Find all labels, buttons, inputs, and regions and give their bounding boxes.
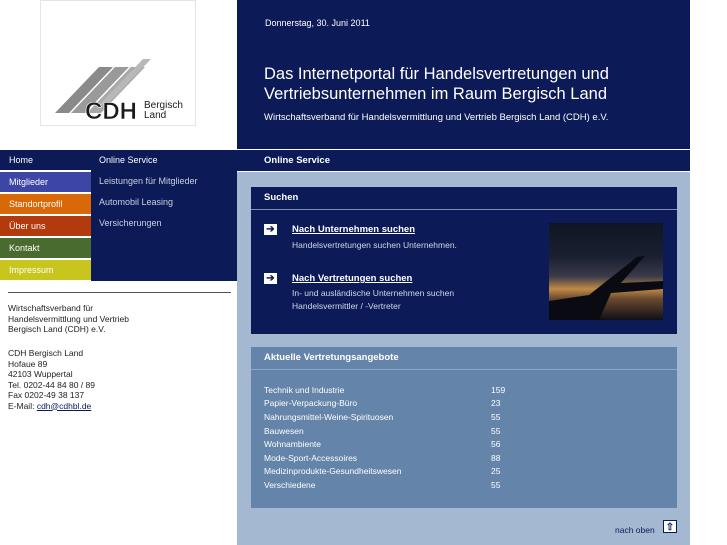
- airplane-wing-sunset-photo: [549, 223, 663, 320]
- contact-line-5: Fax 0202-49 38 137: [8, 390, 85, 400]
- offer-count: 23: [491, 398, 501, 408]
- arrow-up-icon[interactable]: ⇧: [663, 520, 677, 533]
- logo-name: CDH: [85, 98, 137, 125]
- back-to-top-link[interactable]: nach oben: [615, 525, 655, 535]
- offers-title: Aktuelle Vertretungsangebote: [264, 352, 399, 363]
- headline-line-1: Das Internetportal für Handelsvertretungen und: [264, 65, 609, 83]
- email-line: [8, 401, 95, 412]
- offer-count: 159: [491, 385, 506, 395]
- current-date: Donnerstag, 30. Juni 2011: [265, 18, 370, 28]
- offer-label[interactable]: Medizinprodukte-Gesundheitswesen: [264, 466, 402, 476]
- subnav-item-versicherungen[interactable]: Versicherungen: [99, 218, 162, 228]
- logo-region-1: Bergisch: [144, 100, 183, 111]
- offer-label[interactable]: Nahrungsmittel-Weine-Spirituosen: [264, 412, 394, 422]
- email-link[interactable]: cdh@cdhbl.de: [36, 400, 92, 411]
- offer-count: 55: [491, 480, 501, 490]
- offer-count: 56: [491, 439, 501, 449]
- subnav-title[interactable]: Online Service: [99, 155, 158, 165]
- nav-item-home[interactable]: Home: [0, 150, 91, 170]
- contact-line-4: Tel. 0202-44 84 80 / 89: [8, 379, 95, 390]
- offers-divider: [251, 369, 677, 370]
- nav-item-kontakt[interactable]: Kontakt: [0, 238, 91, 258]
- wing-silhouette: [549, 223, 663, 320]
- arrow-right-icon[interactable]: ➔: [264, 224, 277, 235]
- subnav-panel: [91, 150, 237, 281]
- contact-line-3: 42103 Wuppertal: [8, 369, 73, 379]
- subnav-item-leistungen[interactable]: Leistungen für Mitglieder: [99, 176, 198, 186]
- section-title: Online Service: [264, 155, 331, 166]
- search-agents-link[interactable]: Nach Vertretungen suchen: [292, 273, 413, 284]
- nav-item-standortprofil[interactable]: Standortprofil: [0, 194, 91, 214]
- logo-graphic: [41, 1, 195, 125]
- offer-label[interactable]: Wohnambiente: [264, 439, 322, 449]
- offer-label[interactable]: Mode-Sport-Accessoires: [264, 453, 358, 463]
- offer-label[interactable]: Bauwesen: [264, 426, 304, 436]
- offer-label[interactable]: Papier-Verpackung-Büro: [264, 398, 358, 408]
- headline-line-2: Vertriebsunternehmen im Raum Bergisch Land: [264, 85, 608, 103]
- search-agents-desc-2: Handelsvermittler / -Vertreter: [292, 301, 401, 311]
- search-companies-desc: Handelsvertretungen suchen Unternehmen.: [292, 240, 457, 250]
- offer-count: 55: [491, 426, 501, 436]
- subnav-item-leasing[interactable]: Automobil Leasing: [99, 197, 174, 207]
- offer-count: 55: [491, 412, 501, 422]
- email-label: E-Mail:: [8, 400, 37, 411]
- org-line-3: Bergisch Land (CDH) e.V.: [8, 324, 106, 334]
- sidebar-divider: [8, 292, 231, 293]
- org-line-2: Handelsvermittlung und Vertrieb: [8, 313, 129, 324]
- page-headline: [264, 64, 684, 104]
- org-address: [8, 303, 129, 335]
- offer-label[interactable]: Verschiedene: [264, 480, 316, 490]
- page-subheadline: Wirtschaftsverband für Handelsvermittlung und Vertrieb Bergisch Land (CDH) e.V.: [264, 112, 609, 123]
- contact-block: [8, 348, 95, 411]
- org-line-1: Wirtschaftsverband für: [8, 303, 94, 313]
- cdh-logo[interactable]: [41, 1, 195, 125]
- contact-line-2: Hofaue 89: [8, 358, 48, 369]
- offer-count: 25: [491, 466, 501, 476]
- search-companies-link[interactable]: Nach Unternehmen suchen: [292, 224, 415, 235]
- nav-item-impressum[interactable]: Impressum: [0, 260, 91, 280]
- search-agents-desc-1: In- und ausländische Unternehmen suchen: [292, 288, 455, 298]
- contact-line-1: CDH Bergisch Land: [8, 348, 84, 358]
- offer-count: 88: [491, 453, 501, 463]
- search-box-divider: [251, 209, 677, 210]
- arrow-right-icon[interactable]: ➔: [264, 273, 277, 284]
- offer-label[interactable]: Technik und Industrie: [264, 385, 345, 395]
- nav-item-ueber-uns[interactable]: Über uns: [0, 216, 91, 236]
- logo-region-2: Land: [144, 110, 167, 121]
- search-box-title: Suchen: [264, 192, 299, 203]
- nav-item-mitglieder[interactable]: Mitglieder: [0, 172, 91, 192]
